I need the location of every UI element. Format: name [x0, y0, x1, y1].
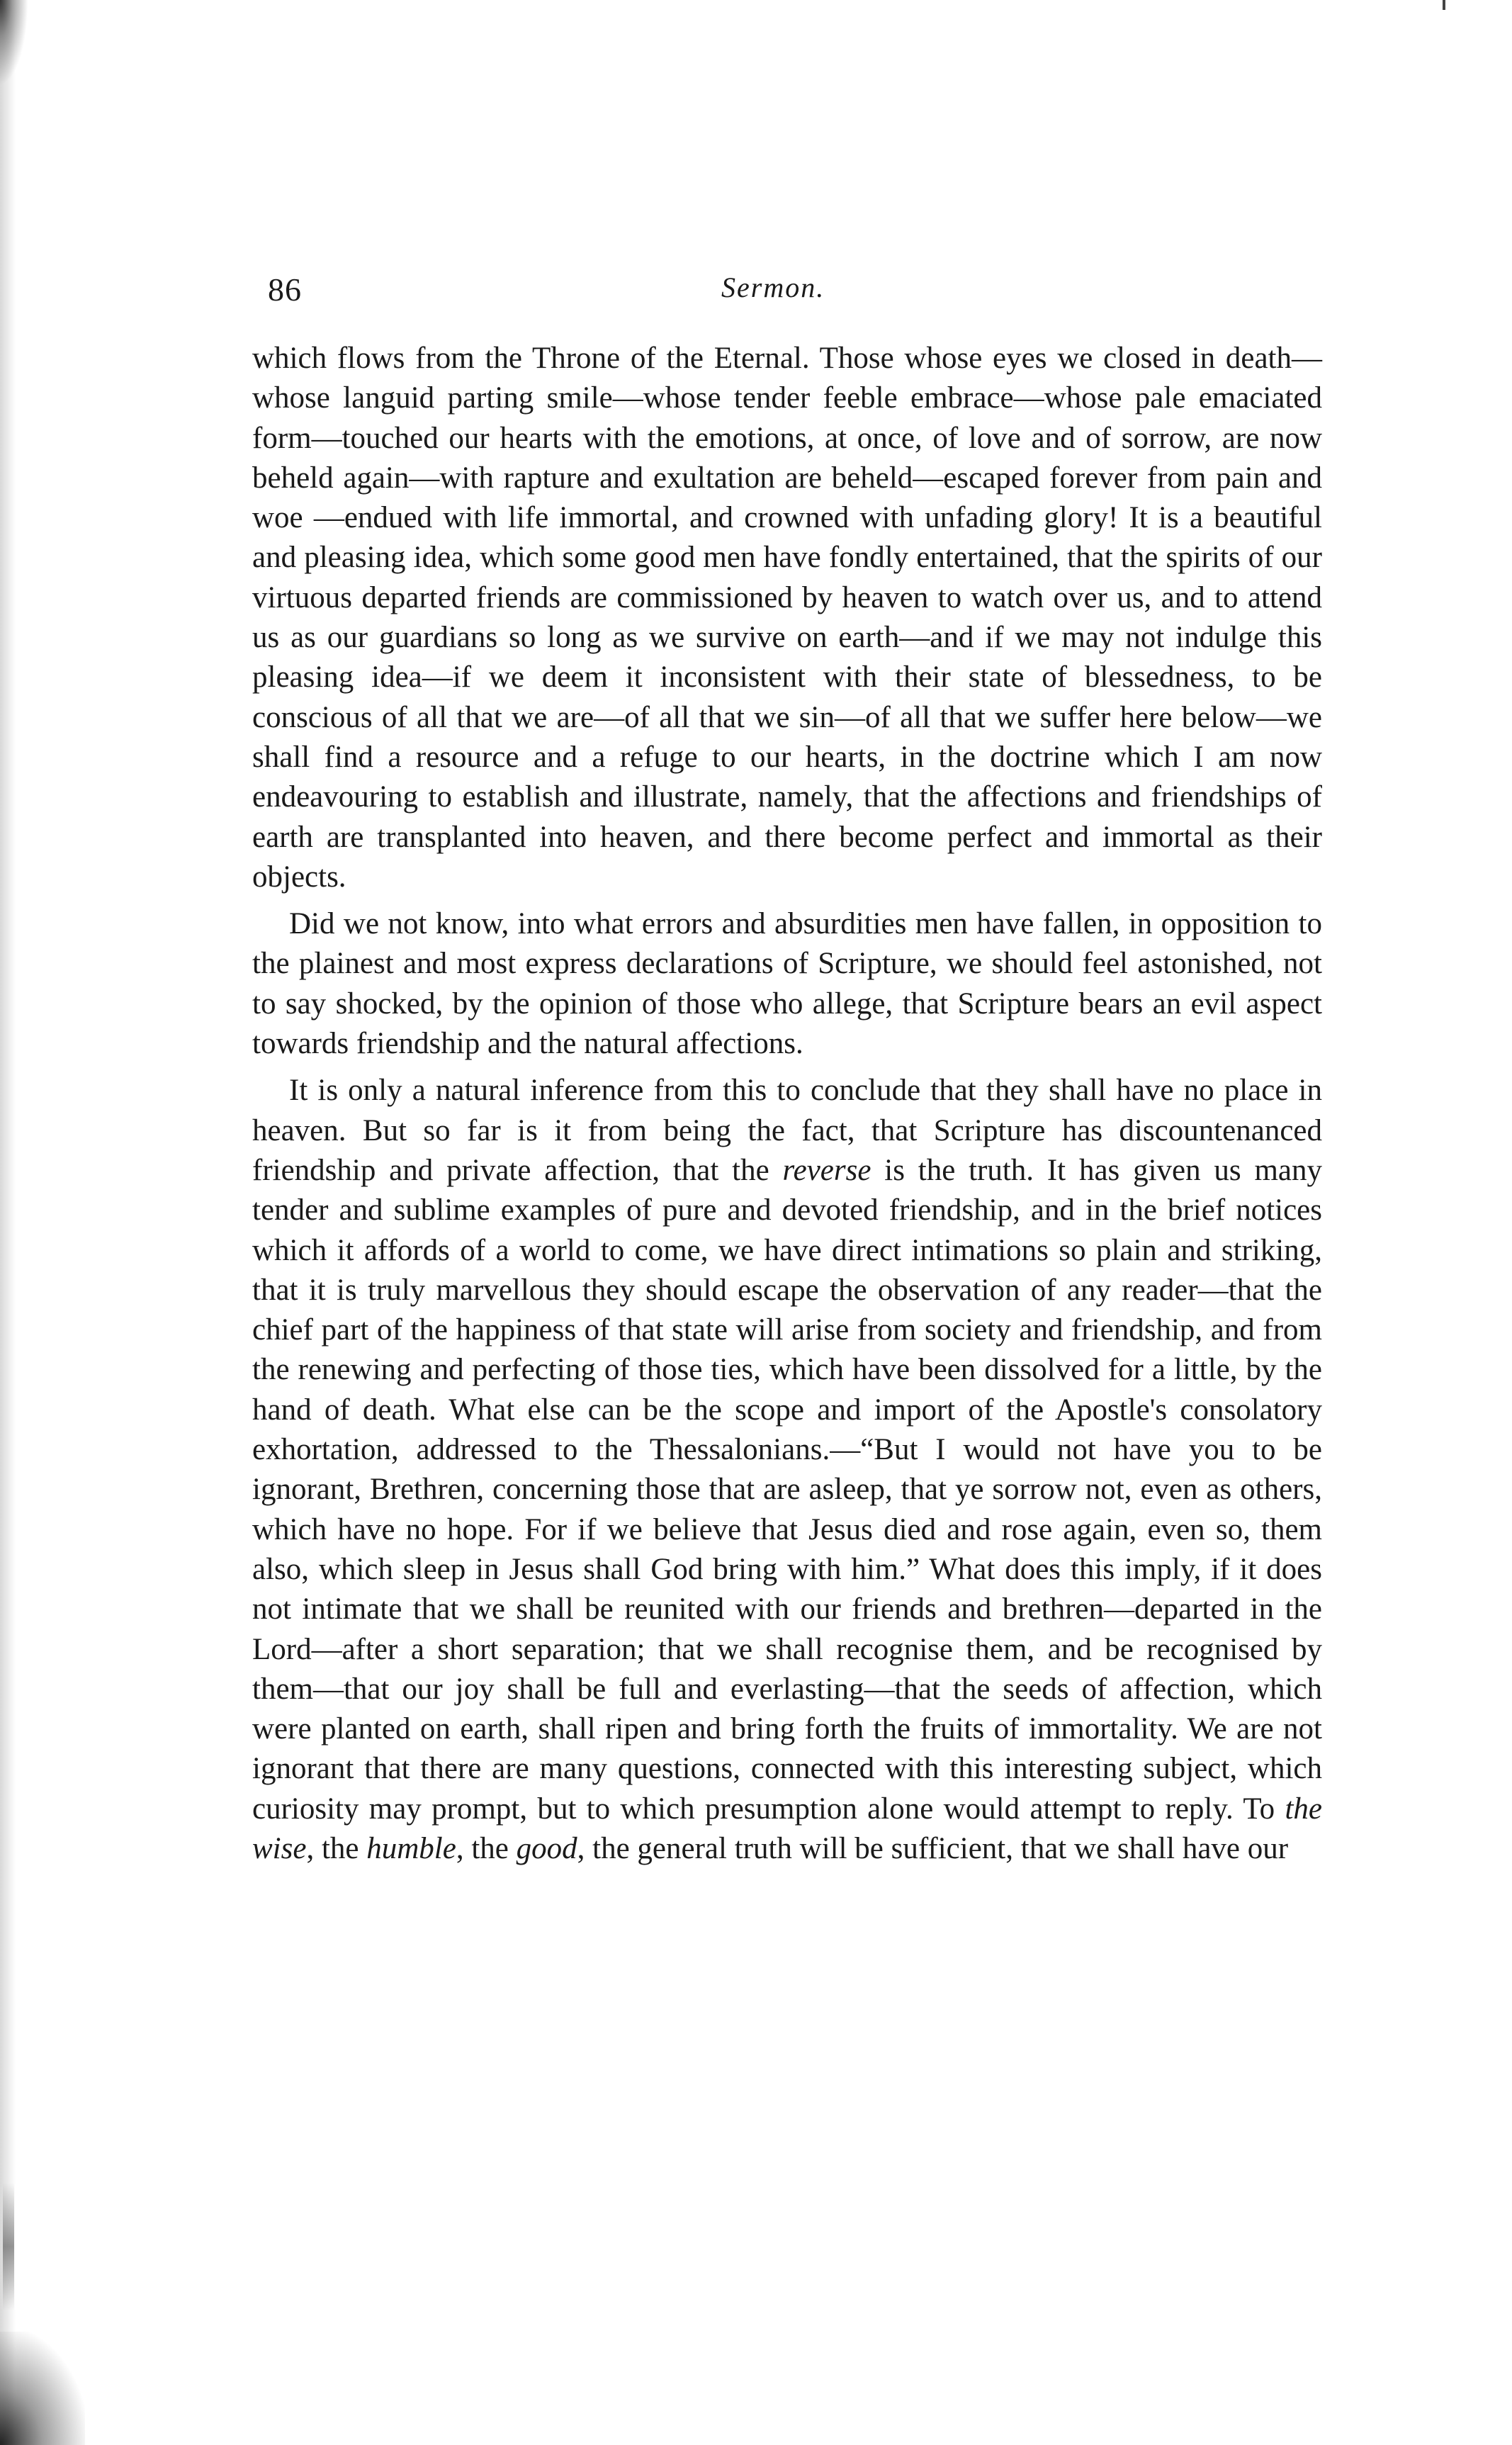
page-number: 86: [268, 271, 302, 308]
italic-humble: humble: [366, 1831, 456, 1865]
paragraph-3-text: , the: [306, 1831, 367, 1865]
paragraph-3-text: It is only a natural inference from this to conclude that they shall have no place in heaven. But so far is it from being the fact, that Scripture has discountenanced friendship and private affection, that the: [252, 1074, 1322, 1187]
page-header: [268, 271, 1309, 313]
scan-smudge-bottom: [0, 2332, 85, 2445]
scan-smudge-middle: [3, 2183, 14, 2310]
running-title: Sermon.: [721, 271, 825, 303]
scan-smudge-top: [0, 0, 28, 85]
italic-good: good: [516, 1831, 577, 1865]
scan-edge-shadow: [0, 0, 16, 2445]
body-text: [252, 339, 1322, 1869]
paragraph-3: [252, 1071, 1322, 1869]
paragraph-gap: [252, 1064, 1322, 1071]
italic-reverse: reverse: [782, 1153, 871, 1187]
scan-mark: [1443, 0, 1445, 10]
paragraph-3-text: , the: [456, 1831, 517, 1865]
italic-the-wise: the wise: [252, 1792, 1322, 1865]
paragraph-3-text: is the truth. It has given us many tender and sublime examples of pure and devoted friendship, and in the brief notices which it affords of a world to come, we have direct intimations so plain and striking, that it is truly marvellous they should escape the observation of any reader—that the chief part of the happiness of that state will arise from society and friendship, and from the renewing and perfecting of those ties, which have been dissolved for a little, by the hand of death. What else can be the scope and import of the Apostle's consolatory exhortation, addressed to the Thessalonians.—“But I would not have you to be ignorant, Brethren, concerning those that are asleep, that ye sorrow not, even as others, which have no hope. For if we believe that Jesus died and rose again, even so, them also, which sleep in Jesus shall God bring with him.” What does this imply, if it does not intimate that we shall be reunited with our friends and brethren—departed in the Lord—after a short separation; that we shall recognise them, and be recognised by them—that our joy shall be full and everlasting—that the seeds of affection, which were planted on earth, shall ripen and bring forth the fruits of immortality. We are not ignorant that there are many questions, connected with this interesting subject, which curiosity may prompt, but to which presumption alone would attempt to reply. To: [252, 1153, 1323, 1826]
paragraph-1: which flows from the Throne of the Eternal. Those whose eyes we closed in death—whose languid parting smile—whose tender feeble embrace—whose pale emaciated form—touched our hearts with the emotions, at once, of love and of sorrow, are now beheld again—with rapture and exultation are beheld—escaped forever from pain and woe —endued with life immortal, and crowned with unfading glory! It is a beautiful and pleasing idea, which some good men have fondly entertained, that the spirits of our virtuous departed friends are commissioned by heaven to watch over us, and to attend us as our guardians so long as we survive on earth—and if we may not indulge this pleasing idea—if we deem it inconsistent with their state of blessedness, to be conscious of all that we are—of all that we sin—of all that we suffer here below—we shall find a resource and a refuge to our hearts, in the doctrine which I am now endeavouring to establish and illustrate, namely, that the affections and friendships of earth are transplanted into heaven, and there become perfect and immortal as their objects.: [252, 342, 1322, 894]
paragraph-2: Did we not know, into what errors and absurdities men have fallen, in opposition to the plainest and most express declarations of Scripture, we should feel astonished, not to say shocked, by the opinion of those who allege, that Scripture bears an evil aspect towards friendship and the natural affections.: [252, 907, 1322, 1061]
paragraph-3-text: , the general truth will be sufficient, that we shall have our: [577, 1831, 1289, 1865]
paragraph-gap: [252, 897, 1322, 904]
